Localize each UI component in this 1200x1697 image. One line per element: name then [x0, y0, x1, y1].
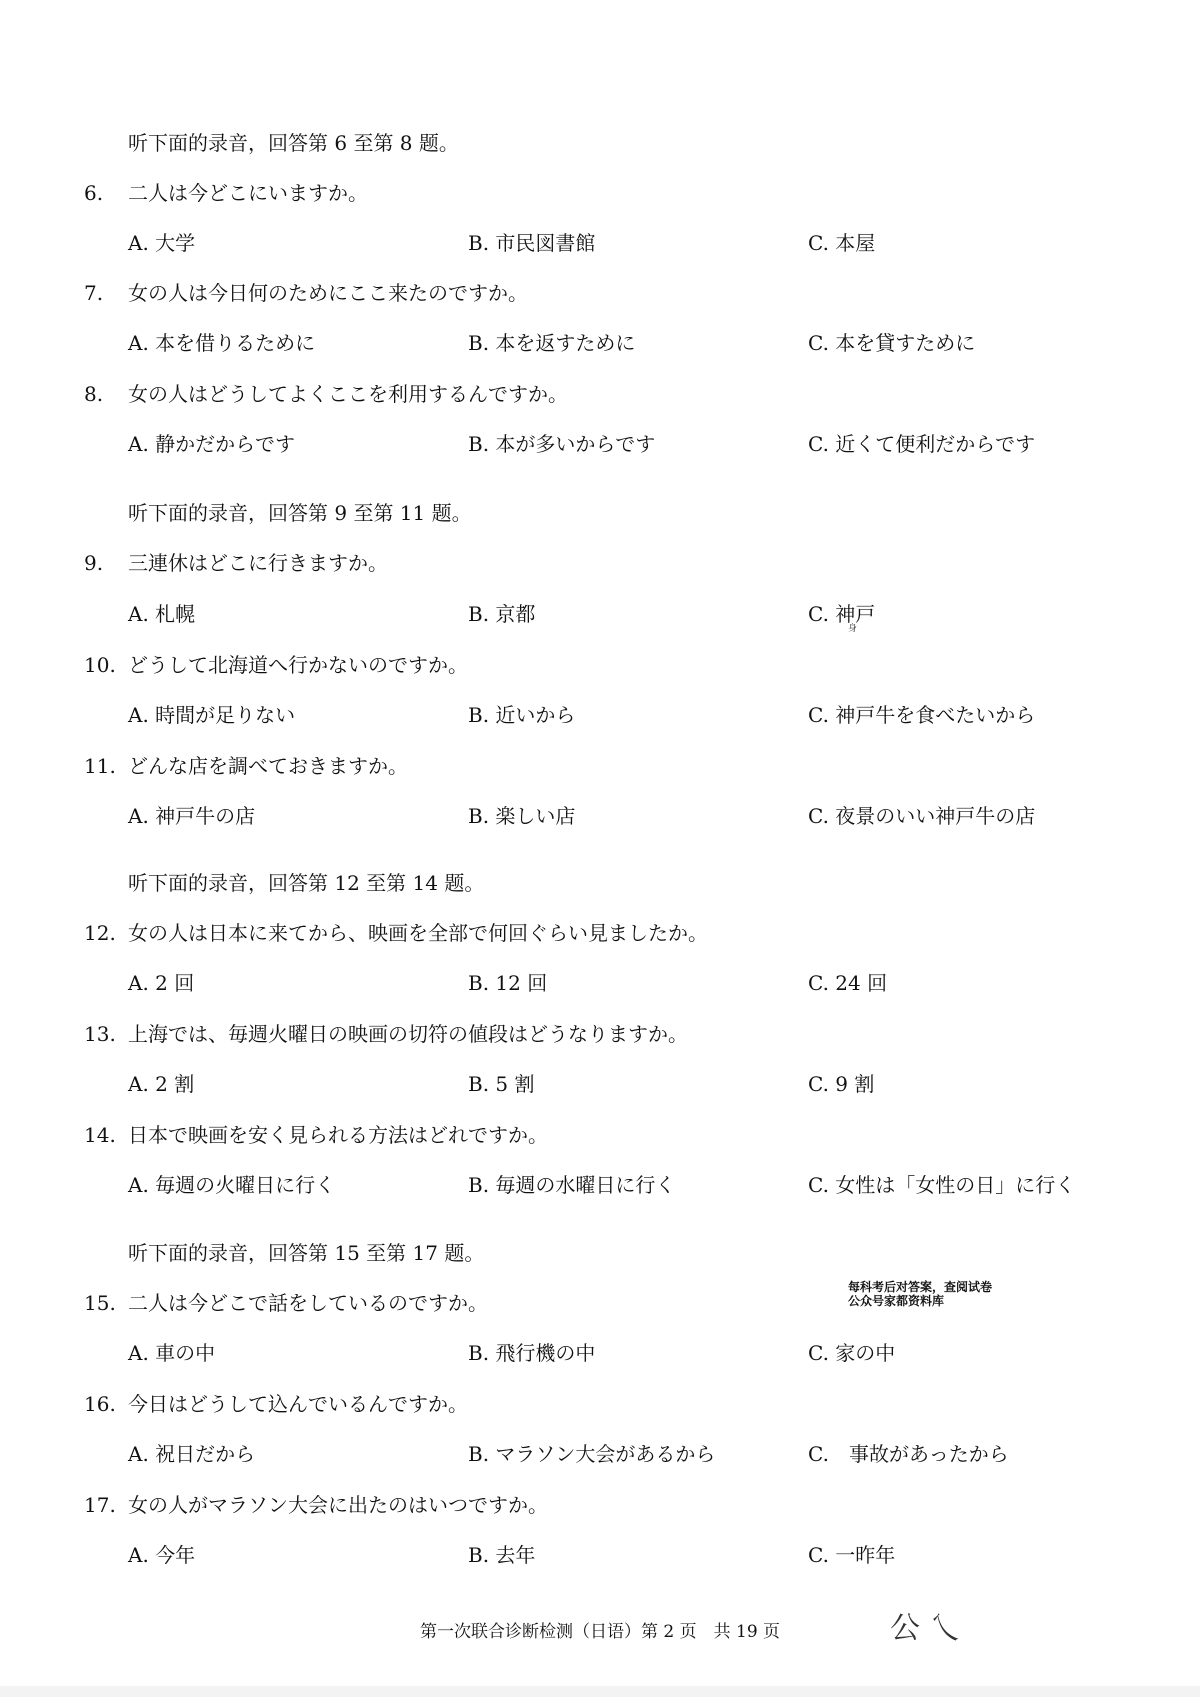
option-c: C. 本屋: [808, 231, 876, 255]
stamp-line-1: 每科考后对答案，查阅试卷: [848, 1280, 993, 1294]
question-text: 女の人は日本に来てから、映画を全部で何回ぐらい見ましたか。: [128, 921, 708, 945]
option-b: B. 5 割: [468, 1072, 535, 1096]
option-c: C. 神戸: [808, 602, 876, 626]
option-c: C. 本を貸すために: [808, 331, 976, 355]
question-text: どんな店を調べておきますか。: [128, 754, 408, 778]
question-number: 9.: [84, 551, 104, 575]
question-number: 13.: [84, 1022, 116, 1046]
question-text: 女の人はどうしてよくここを利用するんですか。: [128, 382, 568, 406]
option-a: A. 今年: [128, 1543, 196, 1567]
page-footer: 第一次联合诊断检测（日语）第 2 页 共 19 页: [420, 1622, 781, 1642]
section-instruction: 听下面的录音，回答第 15 至第 17 题。: [128, 1241, 485, 1265]
option-a: A. 大学: [128, 231, 196, 255]
question-number: 10.: [84, 653, 116, 677]
scan-edge: [0, 1686, 1200, 1697]
option-c: C. 近くて便利だからです: [808, 432, 1036, 456]
option-a: A. 祝日だから: [128, 1442, 256, 1466]
section-instruction: 听下面的录音，回答第 12 至第 14 题。: [128, 871, 485, 895]
option-b: B. 本を返すために: [468, 331, 636, 355]
question-text: どうして北海道へ行かないのですか。: [128, 653, 468, 677]
option-b: B. マラソン大会があるから: [468, 1442, 716, 1466]
question-text: 上海では、毎週火曜日の映画の切符の値段はどうなりますか。: [128, 1022, 688, 1046]
option-c: C. 神戸牛を食べたいから: [808, 703, 1036, 727]
question-number: 15.: [84, 1291, 116, 1315]
question-number: 6.: [84, 181, 104, 205]
option-c: C. 一昨年: [808, 1543, 896, 1567]
option-b: B. 飛行機の中: [468, 1341, 596, 1365]
option-a: A. 時間が足りない: [128, 703, 296, 727]
stamp-line-2: 公众号家都资料库: [848, 1294, 945, 1308]
option-a: A. 神戸牛の店: [128, 804, 256, 828]
question-text: 女の人がマラソン大会に出たのはいつですか。: [128, 1493, 548, 1517]
option-b: B. 去年: [468, 1543, 536, 1567]
option-b: B. 京都: [468, 602, 536, 626]
option-b: B. 毎週の水曜日に行く: [468, 1173, 676, 1197]
option-a: A. 2 割: [128, 1072, 195, 1096]
question-number: 8.: [84, 382, 104, 406]
question-text: 二人は今どこにいますか。: [128, 181, 368, 205]
question-number: 12.: [84, 921, 116, 945]
option-b: B. 楽しい店: [468, 804, 576, 828]
option-a: A. 本を借りるために: [128, 331, 316, 355]
section-instruction: 听下面的录音，回答第 6 至第 8 题。: [128, 131, 459, 155]
question-text: 今日はどうして込んでいるんですか。: [128, 1392, 468, 1416]
option-b: B. 12 回: [468, 971, 548, 995]
question-number: 14.: [84, 1123, 116, 1147]
question-text: 三連休はどこに行きますか。: [128, 551, 388, 575]
question-number: 11.: [84, 754, 116, 778]
option-c: C. 女性は「女性の日」に行く: [808, 1173, 1076, 1197]
question-number: 16.: [84, 1392, 116, 1416]
question-text: 女の人は今日何のためにここ来たのですか。: [128, 281, 528, 305]
question-number: 7.: [84, 281, 104, 305]
option-c: C. 夜景のいい神戸牛の店: [808, 804, 1036, 828]
handwritten-mark: 公 乀: [890, 1611, 960, 1646]
question-text: 二人は今どこで話をしているのですか。: [128, 1291, 488, 1315]
option-a: A. 札幌: [128, 602, 196, 626]
question-text: 日本で映画を安く見られる方法はどれですか。: [128, 1123, 548, 1147]
option-b: B. 市民図書館: [468, 231, 596, 255]
option-b: B. 近いから: [468, 703, 576, 727]
small-mark: 身: [848, 624, 858, 634]
option-c: C. 9 割: [808, 1072, 875, 1096]
option-a: A. 車の中: [128, 1341, 216, 1365]
option-a: A. 毎週の火曜日に行く: [128, 1173, 336, 1197]
option-c: C. 事故があったから: [808, 1442, 1009, 1466]
option-a: A. 2 回: [128, 971, 195, 995]
option-a: A. 静かだからです: [128, 432, 295, 456]
option-c: C. 24 回: [808, 971, 888, 995]
option-b: B. 本が多いからです: [468, 432, 656, 456]
option-c: C. 家の中: [808, 1341, 896, 1365]
section-instruction: 听下面的录音，回答第 9 至第 11 题。: [128, 501, 472, 525]
question-number: 17.: [84, 1493, 116, 1517]
